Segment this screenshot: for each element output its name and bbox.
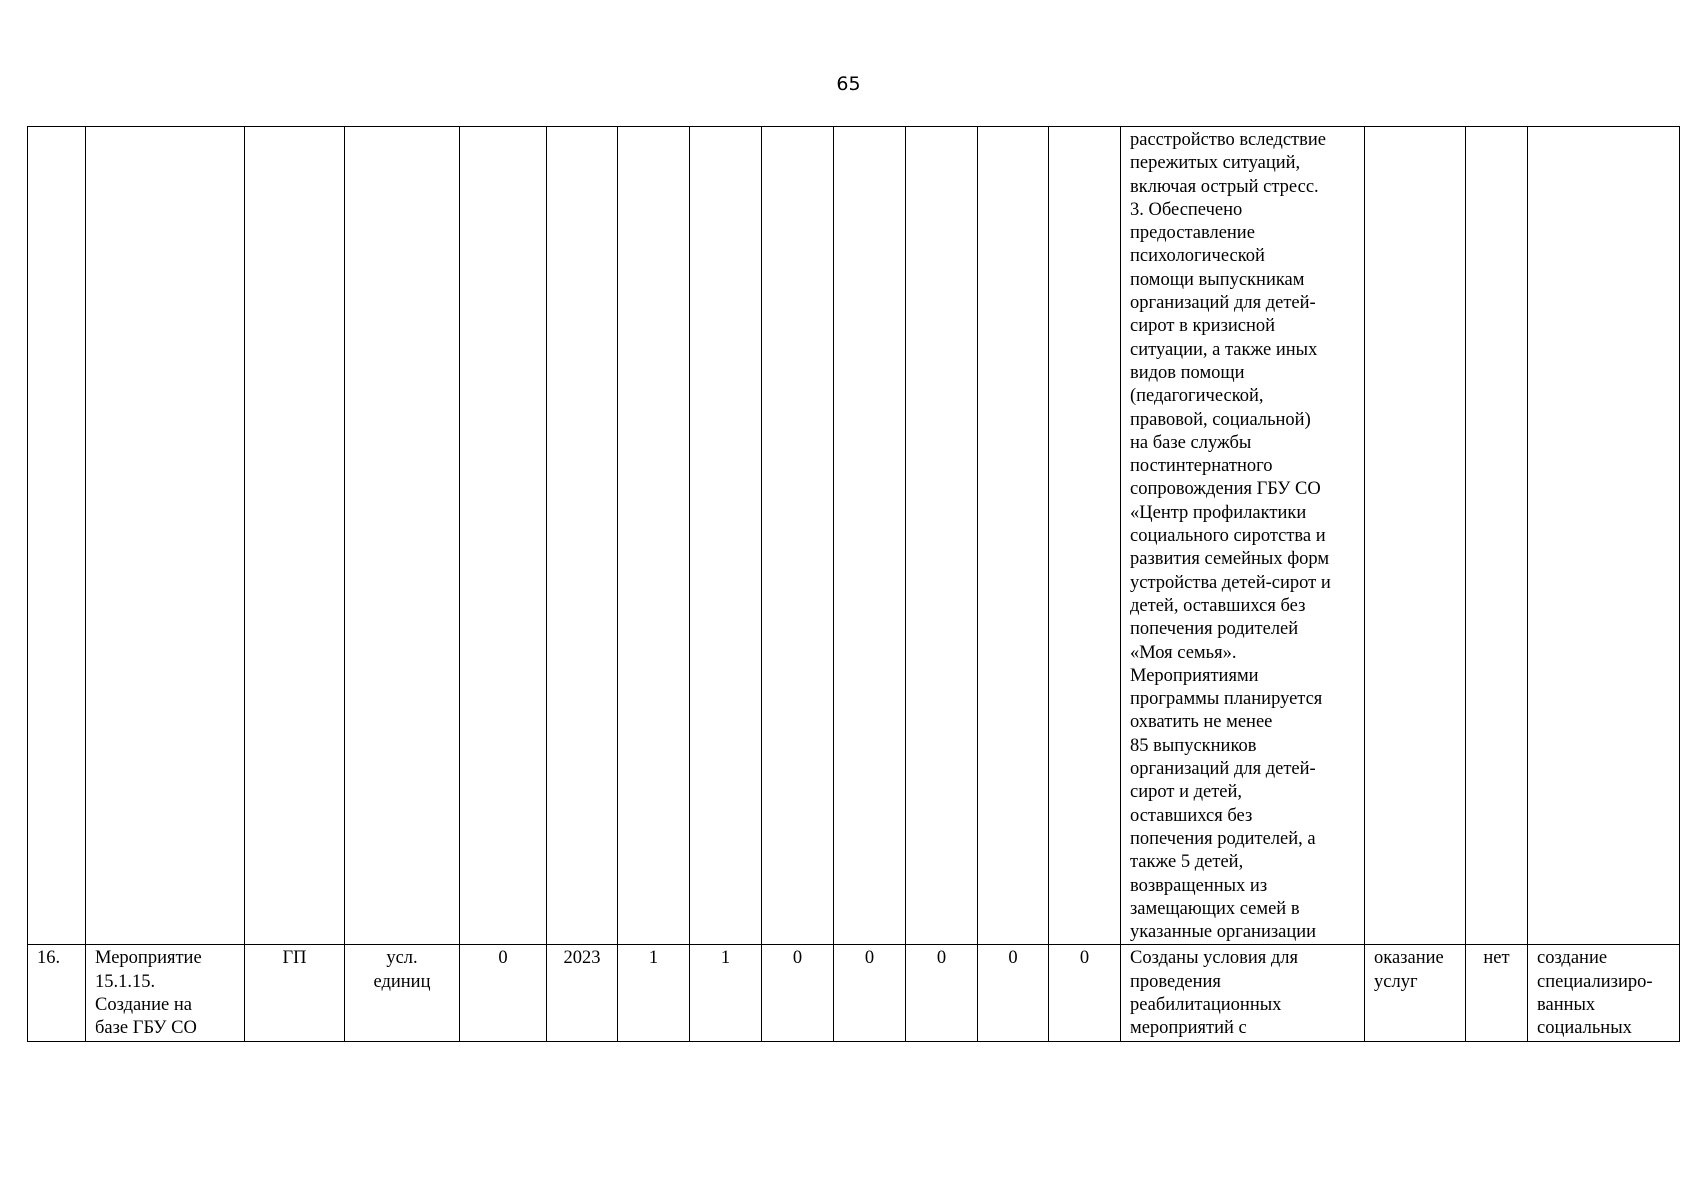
base-year-cell: 2023 xyxy=(547,945,618,1041)
year-value-cell xyxy=(762,127,834,945)
year-value-cell: 0 xyxy=(1049,945,1121,1041)
result-cell: расстройство вследствие пережитых ситуаций, включая острый стресс. 3. Обеспечено предоставление психологической помощи выпускникам организаций для детей- сирот в кризисной ситуации, а также иных видов помощи (педагогической, правовой, социальной) на базе службы постинтернатного сопровождения ГБУ СО «Центр профилактики социального сиротства и развития семейных форм устройства детей-сирот и детей, оставшихся без попечения родителей «Моя семья». Мероприятиями программы планируется охватить не менее 85 выпускников организаций для детей- сирот и детей, оставшихся без попечения родителей, а также 5 детей, возвращенных из замещающих семей в указанные организации xyxy=(1121,127,1365,945)
executor-cell xyxy=(245,127,345,945)
base-value-cell: 0 xyxy=(460,945,547,1041)
table-row xyxy=(28,945,1680,1041)
year-value-cell xyxy=(1049,127,1121,945)
unit-cell xyxy=(345,127,460,945)
year-value-cell: 0 xyxy=(762,945,834,1041)
year-value-cell xyxy=(690,127,762,945)
year-value-cell: 0 xyxy=(978,945,1049,1041)
note-cell xyxy=(1528,127,1680,945)
note-cell: создание специализиро- ванных социальных xyxy=(1528,945,1680,1041)
year-value-cell xyxy=(834,127,906,945)
year-value-cell: 1 xyxy=(618,945,690,1041)
flag-cell xyxy=(1466,127,1528,945)
result-cell: Созданы условия для проведения реабилитационных мероприятий с xyxy=(1121,945,1365,1041)
event-cell xyxy=(86,127,245,945)
row-number-cell xyxy=(28,127,86,945)
event-cell: Мероприятие 15.1.15. Создание на базе ГБУ СО xyxy=(86,945,245,1041)
type-cell: оказание услуг xyxy=(1365,945,1466,1041)
type-cell xyxy=(1365,127,1466,945)
year-value-cell xyxy=(978,127,1049,945)
year-value-cell: 0 xyxy=(906,945,978,1041)
year-value-cell xyxy=(906,127,978,945)
base-year-cell xyxy=(547,127,618,945)
flag-cell: нет xyxy=(1466,945,1528,1041)
page-number: 65 xyxy=(836,73,861,95)
year-value-cell: 0 xyxy=(834,945,906,1041)
row-number-cell: 16. xyxy=(28,945,86,1041)
program-events-table xyxy=(27,126,1680,1042)
table-row xyxy=(28,127,1680,945)
year-value-cell: 1 xyxy=(690,945,762,1041)
base-value-cell xyxy=(460,127,547,945)
year-value-cell xyxy=(618,127,690,945)
executor-cell: ГП xyxy=(245,945,345,1041)
unit-cell: усл. единиц xyxy=(345,945,460,1041)
